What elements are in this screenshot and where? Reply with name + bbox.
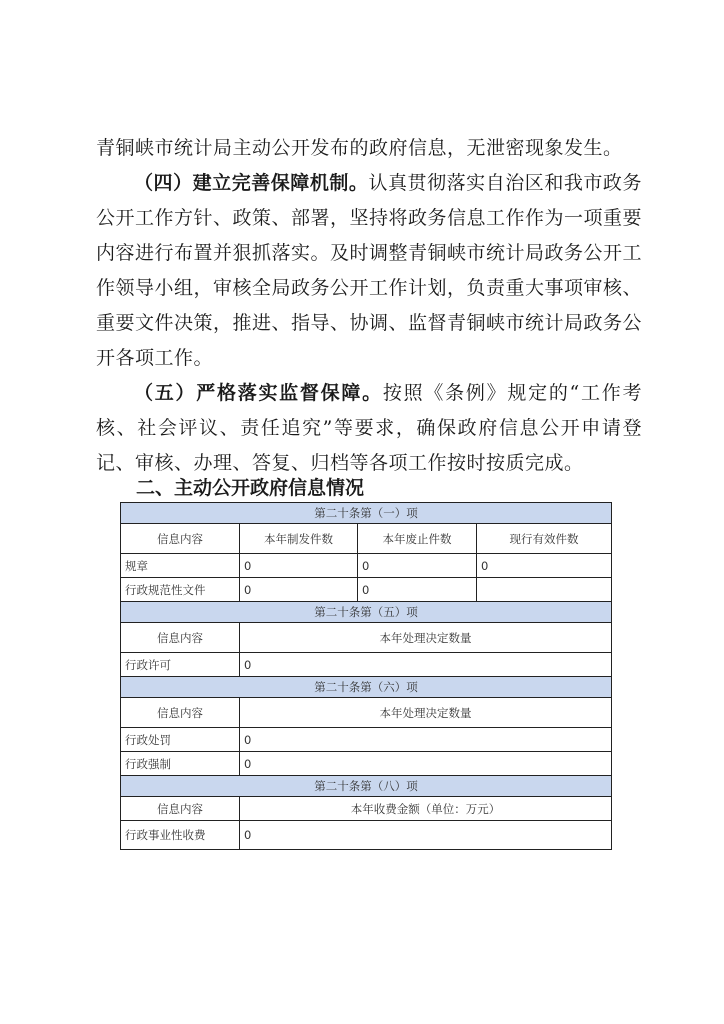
cell-value: 0: [240, 554, 358, 578]
cell-value: [477, 578, 612, 602]
cell-value: 0: [358, 554, 477, 578]
header-cell: 本年收费金额（单位：万元）: [240, 797, 612, 821]
header-cell: 现行有效件数: [477, 524, 612, 554]
header-cell: 本年制发件数: [240, 524, 358, 554]
section-title: 第二十条第（八）项: [121, 776, 612, 797]
section-band-6: [121, 677, 612, 698]
section-band-1: [121, 503, 612, 524]
header-cell: 信息内容: [121, 524, 240, 554]
section-title: 第二十条第（六）项: [121, 677, 612, 698]
table-header-row: [121, 797, 612, 821]
cell-value: 0: [240, 728, 612, 752]
header-cell: 本年处理决定数量: [240, 698, 612, 728]
table-header-row: [121, 623, 612, 653]
table-header-row: [121, 698, 612, 728]
table-row: [121, 578, 612, 602]
cell-value: 0: [240, 578, 358, 602]
section-title: 第二十条第（五）项: [121, 602, 612, 623]
header-cell: 信息内容: [121, 797, 240, 821]
cell-value: 0: [240, 653, 612, 677]
section-heading: 二、主动公开政府信息情况: [136, 477, 365, 499]
row-label: 行政事业性收费: [121, 821, 240, 850]
row-label: 行政规范性文件: [121, 578, 240, 602]
paragraph-lead-5: （五）严格落实监督保障。: [134, 382, 383, 404]
section-title: 第二十条第（一）项: [121, 503, 612, 524]
table-header-row: [121, 524, 612, 554]
paragraph-body-5: 按照《条例》规定的“工作考核、社会评议、责任追究”等要求，确保政府信息公开申请登记、审核、办理、答复、归档等各项工作按时按质完成。: [96, 382, 642, 474]
section-band-8: [121, 776, 612, 797]
table-row: [121, 821, 612, 850]
paragraph-supervision: [96, 376, 642, 481]
header-cell: 本年处理决定数量: [240, 623, 612, 653]
row-label: 行政许可: [121, 653, 240, 677]
paragraph-continuation: 青铜峡市统计局主动公开发布的政府信息，无泄密现象发生。: [96, 137, 623, 159]
header-cell: 信息内容: [121, 623, 240, 653]
paragraph-safeguard-mechanism: [96, 166, 642, 376]
cell-value: 0: [477, 554, 612, 578]
cell-value: 0: [240, 821, 612, 850]
table-row: [121, 728, 612, 752]
row-label: 行政强制: [121, 752, 240, 776]
cell-value: 0: [358, 578, 477, 602]
row-label: 规章: [121, 554, 240, 578]
disclosure-table: [120, 502, 612, 850]
header-cell: 本年废止件数: [358, 524, 477, 554]
row-label: 行政处罚: [121, 728, 240, 752]
table-row: [121, 554, 612, 578]
table-row: [121, 752, 612, 776]
section-band-5: [121, 602, 612, 623]
paragraph-body-4: 认真贯彻落实自治区和我市政务公开工作方针、政策、部署，坚持将政务信息工作作为一项重要内容进行布置并狠抓落实。及时调整青铜峡市统计局政务公开工作领导小组，审核全局政务公开工作计划，负责重大事项审核、重要文件决策，推进、指导、协调、监督青铜峡市统计局政务公开各项工作。: [96, 172, 643, 369]
header-cell: 信息内容: [121, 698, 240, 728]
cell-value: 0: [240, 752, 612, 776]
table-row: [121, 653, 612, 677]
paragraph-lead-4: （四）建立完善保障机制。: [134, 172, 369, 194]
